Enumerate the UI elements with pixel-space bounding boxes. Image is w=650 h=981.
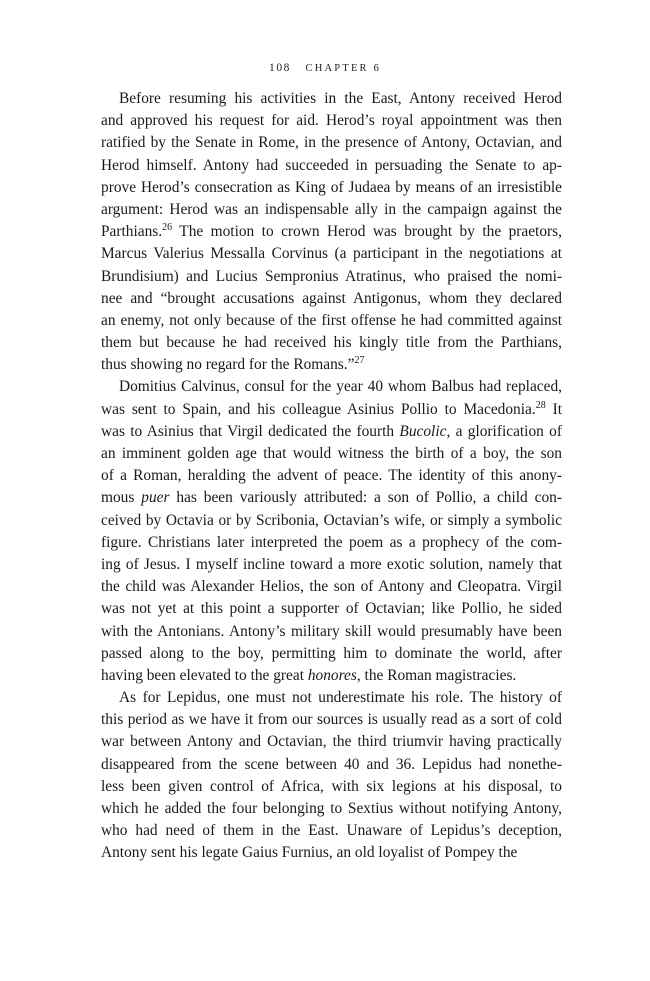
text-line [101,554,562,576]
running-head [0,62,650,74]
text-line [101,354,562,376]
text-run: prove Herod’s consecration as King of Judaea by means of an irresistible [101,178,562,196]
text-line [101,88,562,110]
text-run: who had need of them in the East. Unaware of Lepidus’s deception, [101,822,562,840]
text-line [101,266,562,288]
text-line [101,421,562,443]
footnote-ref: 26 [162,222,173,234]
text-run: As for Lepidus, one must not underestimate his role. The history of [119,689,562,707]
text-run: disappeared from the scene between 40 and 36. Lepidus had nonethe- [101,755,562,773]
text-run: Brundisium) and Lucius Sempronius Atratinus, who praised the nomi- [101,267,562,285]
text-run: war between Antony and Octavian, the third triumvir having practically [101,733,562,751]
text-line [101,731,562,753]
text-line [101,443,562,465]
italic-run: honores [307,666,357,684]
paragraph [101,687,562,865]
text-line [101,177,562,199]
footnote-ref: 27 [354,355,365,367]
text-run: mous [101,489,142,507]
text-run: Parthians. [101,223,163,241]
text-run: which he added the four belonging to Sextius without notifying Antony, [101,800,562,817]
text-run: Herod himself. Antony had succeeded in persuading the Senate to ap- [101,156,562,174]
text-line [101,820,562,842]
text-run: Before resuming his activities in the East, Antony received Herod [119,90,562,107]
text-run: Domitius Calvinus, consul for the year 40 whom Balbus had replaced, [119,378,562,396]
text-line [101,221,562,243]
text-line [101,687,562,709]
text-line [101,643,562,665]
text-run: The motion to crown Herod was brought by the praetors, [172,223,562,241]
text-line [101,243,562,265]
text-run: argument: Herod was an indispensable ally in the campaign against the [101,200,562,218]
text-line [101,665,562,687]
text-run: thus showing no regard for the Romans.” [101,356,355,374]
text-run: Marcus Valerius Messalla Corvinus (a participant in the negotiations at [101,245,562,263]
paragraph [101,88,562,376]
text-line [101,399,562,421]
text-line [101,798,562,820]
text-run: was sent to Spain, and his colleague Asinius Pollio to Macedonia. [101,400,536,418]
text-run: and approved his request for aid. Herod’s royal appointment was then [101,112,562,130]
text-run: It [545,400,563,418]
italic-run: puer [141,489,170,507]
text-run: ceived by Octavia or by Scribonia, Octavian’s wife, or simply a symbolic [101,511,562,529]
text-run: an imminent golden age that would witness the birth of a boy, the son [101,445,562,462]
text-run: nee and “brought accusations against Antigonus, whom they declared [101,289,562,307]
text-line [101,576,562,598]
footnote-ref: 28 [535,399,546,411]
text-line [101,288,562,310]
text-run: passed along to the boy, permitting him to dominate the world, after [101,644,562,662]
text-line [101,132,562,154]
text-run: less been given control of Africa, with six legions at his disposal, to [101,777,562,795]
text-line [101,376,562,398]
text-line [101,776,562,798]
page-number: 108 [268,62,292,74]
text-run: an enemy, not only because of the first offense he had committed against [101,311,562,329]
text-run: figure. Christians later interpreted the poem as a prophecy of the com- [101,533,562,551]
text-line [101,199,562,221]
text-line [101,621,562,643]
text-run: , a glorification of [446,422,562,440]
text-run: ratified by the Senate in Rome, in the presence of Antony, Octavian, and [101,134,562,152]
text-run: this period as we have it from our sources is usually read as a sort of cold [101,711,562,729]
chapter-label: CHAPTER 6 [305,63,382,74]
text-run: was not yet at this point a supporter of Octavian; like Pollio, he sided [101,600,562,618]
text-line [101,598,562,620]
text-run: ing of Jesus. I myself incline toward a more exotic solution, namely that [101,555,562,573]
text-line [101,842,562,864]
text-run: the child was Alexander Helios, the son of Antony and Cleopatra. Virgil [101,578,562,596]
text-run: has been variously attributed: a son of Pollio, a child con- [169,489,562,507]
text-line [101,465,562,487]
text-line [101,332,562,354]
text-line [101,487,562,509]
text-run: , the Roman magistracies. [356,666,517,684]
text-run: of a Roman, heralding the advent of peace. The identity of this anony- [101,467,562,485]
text-run: having been elevated to the great [101,666,308,684]
text-line [101,110,562,132]
text-line [101,532,562,554]
text-line [101,510,562,532]
text-line [101,754,562,776]
body-text [101,88,562,865]
paragraph [101,376,562,687]
text-line [101,709,562,731]
text-line [101,155,562,177]
text-line [101,310,562,332]
text-run: Antony sent his legate Gaius Furnius, an old loyalist of Pompey the [101,844,518,862]
text-run: with the Antonians. Antony’s military skill would presumably have been [101,622,562,640]
text-run: was to Asinius that Virgil dedicated the fourth [101,422,400,440]
italic-run: Bucolic [399,422,447,440]
text-run: them but because he had received his kingly title from the Parthians, [101,334,562,352]
